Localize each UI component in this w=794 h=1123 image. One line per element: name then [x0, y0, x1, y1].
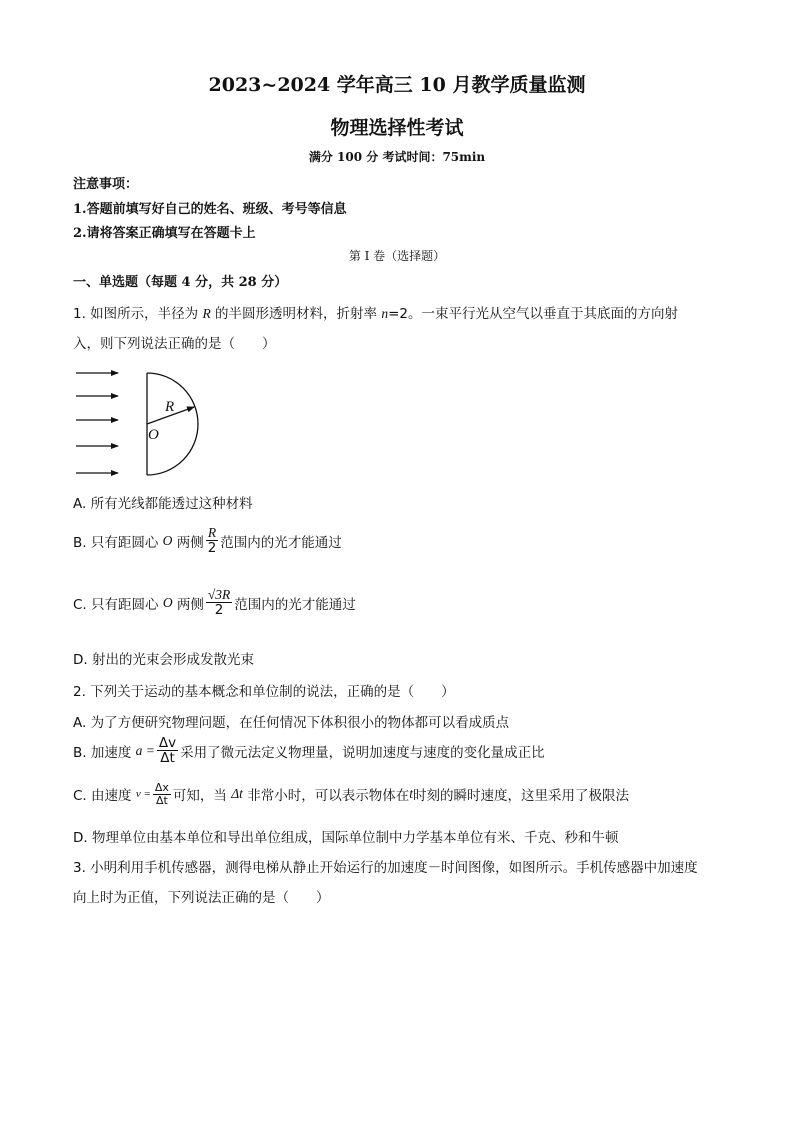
- note-item: 2.请将答案正确填写在答题卡上: [73, 226, 256, 241]
- question-2-option-b: B. 加速度 a = $\frac{\Delta v}{\Delta t}$ 采用了微元法定义物理量，说明加速度与速度的变化量成正比: [73, 735, 545, 767]
- fraction-dv-over-dt: $\frac{\Delta v}{\Delta t}$: [158, 735, 177, 767]
- question-2-option-a: A. 为了方便研究物理问题，在任何情况下体积很小的物体都可以看成质点: [73, 715, 510, 731]
- question-2-stem: 2. 下列关于运动的基本概念和单位制的说法，正确的是（ ）: [73, 684, 455, 700]
- question-1-option-c: C. 只有距圆心 O 两侧 $\frac{√3R}{2}$ 范围内的光才能通过: [73, 587, 356, 619]
- question-1-option-d: D. 射出的光束会形成发散光束: [73, 652, 254, 668]
- question-1-stem-line1: 1. 如图所示，半径为 R 的半圆形透明材料，折射率 n=2。一束平行光从空气以垂直于其底面的方向射: [73, 306, 678, 322]
- section-heading: 一、单选题（每题 4 分，共 28 分）: [73, 275, 288, 290]
- semicircle-arc: [147, 373, 198, 475]
- fraction-r-over-2: $\frac{R}{2}$: [207, 525, 217, 557]
- note-item: 1.答题前填写好自己的姓名、班级、考号等信息: [73, 202, 347, 217]
- volume-heading: 第 I 卷（选择题）: [348, 249, 446, 263]
- question-1-option-a: A. 所有光线都能透过这种材料: [73, 496, 253, 512]
- fraction-dx-over-dt: $\frac{\Delta x}{\Delta t}$: [154, 781, 169, 807]
- question-3-stem-line1: 3. 小明利用手机传感器，测得电梯从静止开始运行的加速度－时间图像，如图所示。手机传感器中加速度: [73, 860, 698, 876]
- exam-meta: 满分 100 分 考试时间：75min: [308, 150, 486, 164]
- notes-heading: 注意事项：: [73, 177, 139, 192]
- question-1-stem-line2: 入，则下列说法正确的是（ ）: [73, 336, 276, 352]
- exam-title: 2023~2024 学年高三 10 月教学质量监测: [208, 74, 586, 96]
- question-1-option-b: B. 只有距圆心 O 两侧 $\frac{R}{2}$ 范围内的光才能通过: [73, 525, 342, 557]
- question-3-stem-line2: 向上时为正值，下列说法正确的是（ ）: [73, 890, 330, 906]
- label-R: R: [165, 399, 175, 415]
- semicircle-figure: [72, 363, 207, 483]
- question-2-option-c: C. 由速度 v = $\frac{\Delta x}{\Delta t}$ 可知，当 Δt 非常小时，可以表示物体在 t 时刻的瞬时速度，这里采用了极限法: [73, 781, 629, 807]
- exam-subject: 物理选择性考试: [330, 117, 464, 139]
- question-2-option-d: D. 物理单位由基本单位和导出单位组成，国际单位制中力学基本单位有米、千克、秒和牛顿: [73, 830, 619, 846]
- label-O: O: [148, 427, 159, 443]
- fraction-sqrt3r-over-2: $\frac{√3R}{2}$: [207, 587, 231, 619]
